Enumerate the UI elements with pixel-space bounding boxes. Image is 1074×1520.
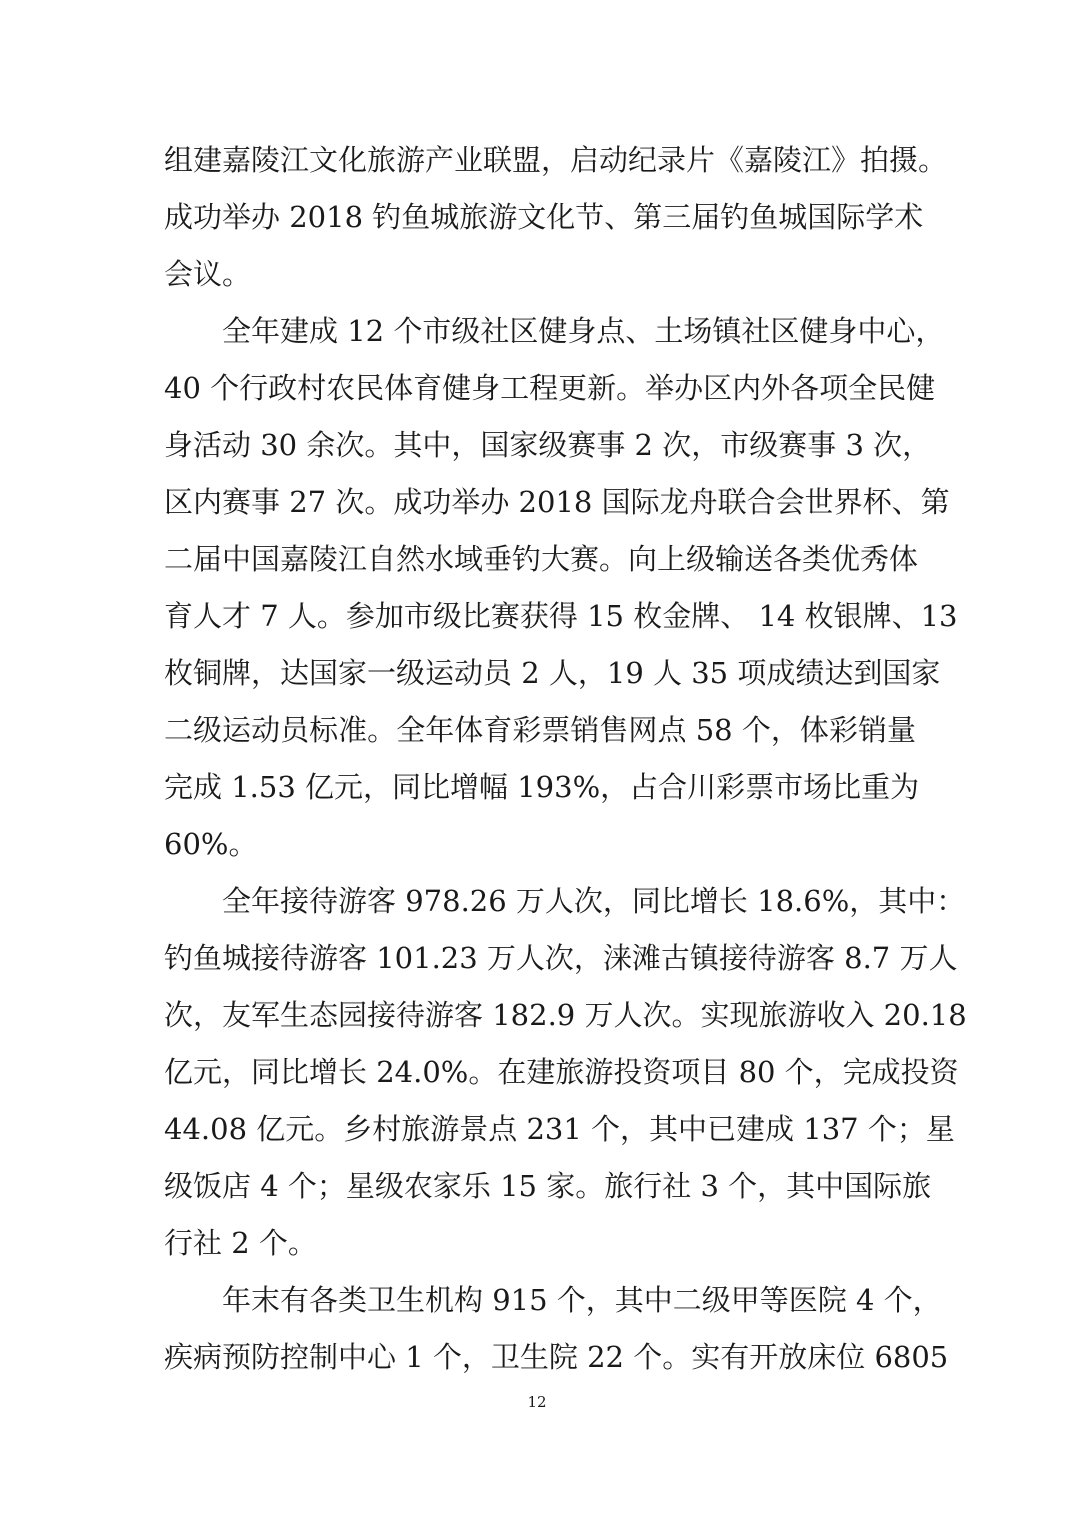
text-line: 区内赛事 27 次。成功举办 2018 国际龙舟联合会世界杯、第 [164,485,950,519]
text-line: 育人才 7 人。参加市级比赛获得 15 枚金牌、 14 枚银牌、13 [164,599,958,633]
text-line: 二届中国嘉陵江自然水域垂钓大赛。向上级输送各类优秀体 [164,542,919,576]
paragraph-first-line: 全年接待游客 978.26 万人次，同比增长 18.6%，其中： [222,884,966,918]
paragraph-first-line: 年末有各类卫生机构 915 个，其中二级甲等医院 4 个， [222,1283,942,1317]
page-number: 12 [527,1393,547,1411]
text-line: 40 个行政村农民体育健身工程更新。举办区内外各项全民健 [164,371,936,405]
text-line: 组建嘉陵江文化旅游产业联盟，启动纪录片《嘉陵江》拍摄。 [164,143,948,177]
text-line: 枚铜牌，达国家一级运动员 2 人，19 人 35 项成绩达到国家 [164,656,941,690]
text-line: 会议。 [164,257,252,291]
text-line: 疾病预防控制中心 1 个，卫生院 22 个。实有开放床位 6805 [164,1340,949,1374]
text-line: 完成 1.53 亿元，同比增幅 193%，占合川彩票市场比重为 [164,770,920,804]
paragraph-first-line: 全年建成 12 个市级社区健身点、土场镇社区健身中心， [222,314,945,348]
text-line: 亿元，同比增长 24.0%。在建旅游投资项目 80 个，完成投资 [164,1055,959,1089]
text-line: 身活动 30 余次。其中，国家级赛事 2 次，市级赛事 3 次， [164,428,932,462]
text-line: 二级运动员标准。全年体育彩票销售网点 58 个，体彩销量 [164,713,916,747]
text-line: 钓鱼城接待游客 101.23 万人次，涞滩古镇接待游客 8.7 万人 [164,941,958,975]
text-line: 级饭店 4 个；星级农家乐 15 家。旅行社 3 个，其中国际旅 [164,1169,932,1203]
text-line: 成功举办 2018 钓鱼城旅游文化节、第三届钓鱼城国际学术 [164,200,924,234]
text-line: 44.08 亿元。乡村旅游景点 231 个，其中已建成 137 个；星 [164,1112,955,1146]
text-line: 次，友军生态园接待游客 182.9 万人次。实现旅游收入 20.18 [164,998,967,1032]
text-line: 60%。 [164,827,258,861]
text-line: 行社 2 个。 [164,1226,317,1260]
